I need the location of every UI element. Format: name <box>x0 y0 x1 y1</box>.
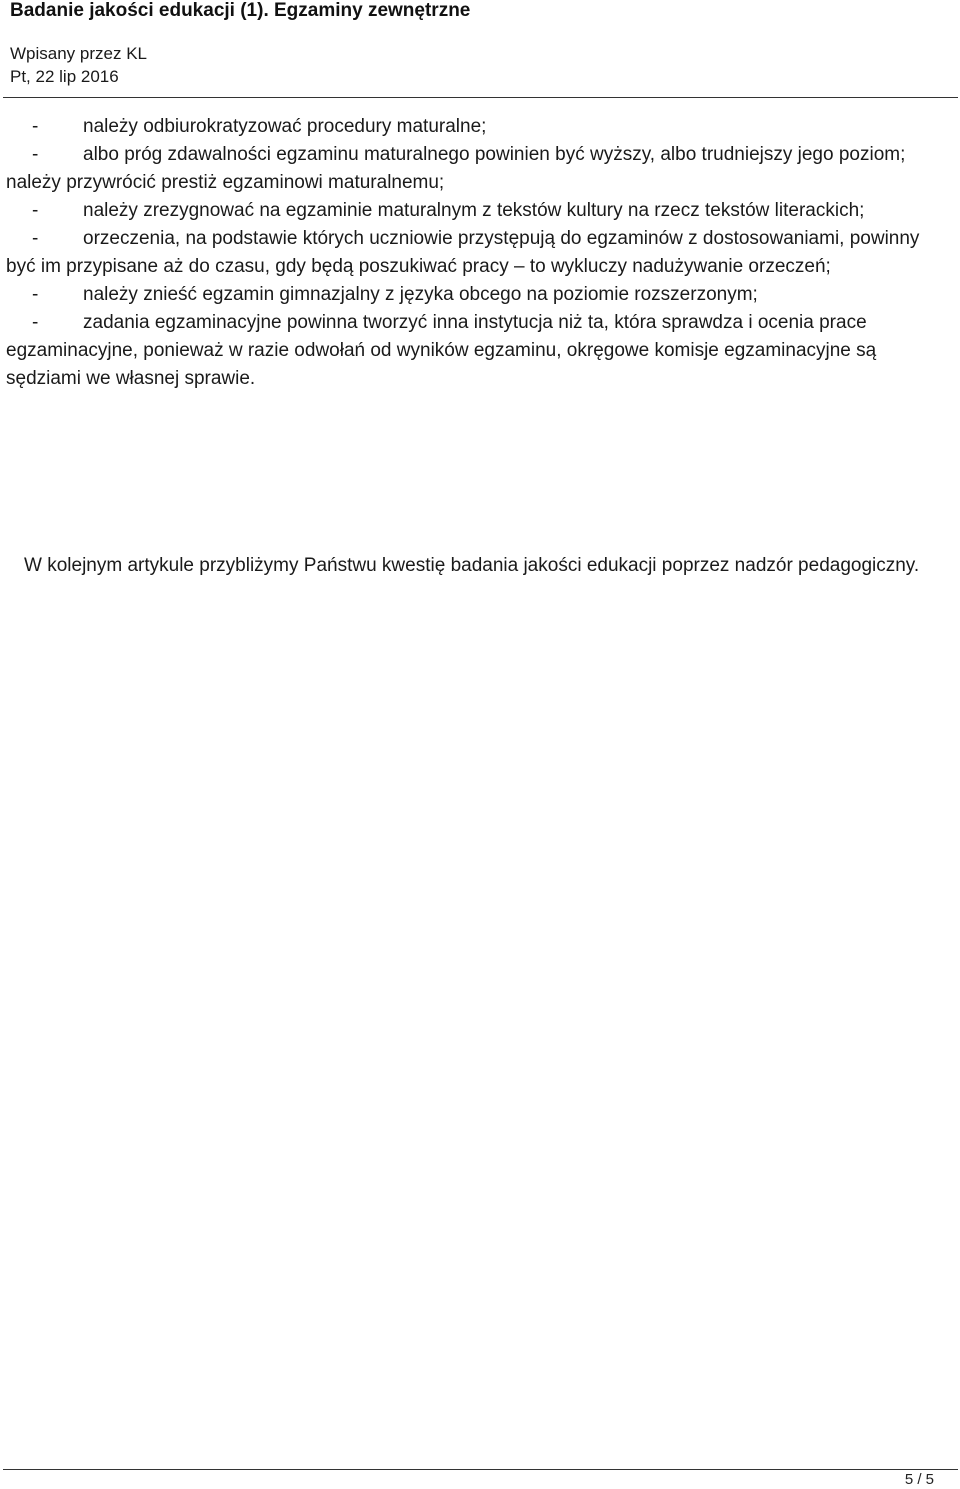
list-item <box>6 225 952 281</box>
list-dash: - <box>32 228 39 249</box>
document-body <box>6 113 952 393</box>
date-line: Pt, 22 lip 2016 <box>10 67 119 86</box>
page-number: 5 / 5 <box>904 1471 934 1488</box>
list-dash: - <box>32 116 39 137</box>
document-meta <box>10 42 956 88</box>
closing-paragraph: W kolejnym artykule przybliżymy Państwu kwestię badania jakości edukacji poprzez nadzór pedagogiczny. <box>24 555 920 576</box>
header-divider <box>3 97 958 98</box>
list-item <box>6 309 952 393</box>
list-item-text: orzeczenia, na podstawie których uczniowie przystępują do egzaminów z dostosowaniami, powinny być im przypisane aż do czasu, gdy będą poszukiwać pracy – to wykluczy nadużywanie orzeczeń; <box>6 228 920 277</box>
list-item-text: albo próg zdawalności egzaminu maturalnego powinien być wyższy, albo trudniejszy jego poziom; należy przywrócić prestiż egzaminowi maturalnemu; <box>6 144 906 193</box>
footer-divider <box>3 1469 958 1470</box>
list-item <box>6 197 952 225</box>
list-item-text: należy odbiurokratyzować procedury maturalne; <box>83 116 487 137</box>
document-title: Badanie jakości edukacji (1). Egzaminy zewnętrzne <box>10 0 471 21</box>
list-item <box>6 141 952 197</box>
document-header <box>10 0 956 88</box>
list-dash: - <box>32 200 39 221</box>
list-item <box>6 281 952 309</box>
list-item-text: zadania egzaminacyjne powinna tworzyć inna instytucja niż ta, która sprawdza i ocenia prace egzaminacyjne, ponieważ w razie odwołań od wyników egzaminu, okręgowe komisje egzaminacyjne są sędziami we własnej sprawie. <box>6 312 877 389</box>
list-dash: - <box>32 284 39 305</box>
list-dash: - <box>32 312 39 333</box>
list-dash: - <box>32 144 39 165</box>
list-item <box>6 113 952 141</box>
author-line: Wpisany przez KL <box>10 44 147 63</box>
list-item-text: należy znieść egzamin gimnazjalny z języka obcego na poziomie rozszerzonym; <box>83 284 758 305</box>
list-item-text: należy zrezygnować na egzaminie maturalnym z tekstów kultury na rzecz tekstów literackich; <box>83 200 865 221</box>
